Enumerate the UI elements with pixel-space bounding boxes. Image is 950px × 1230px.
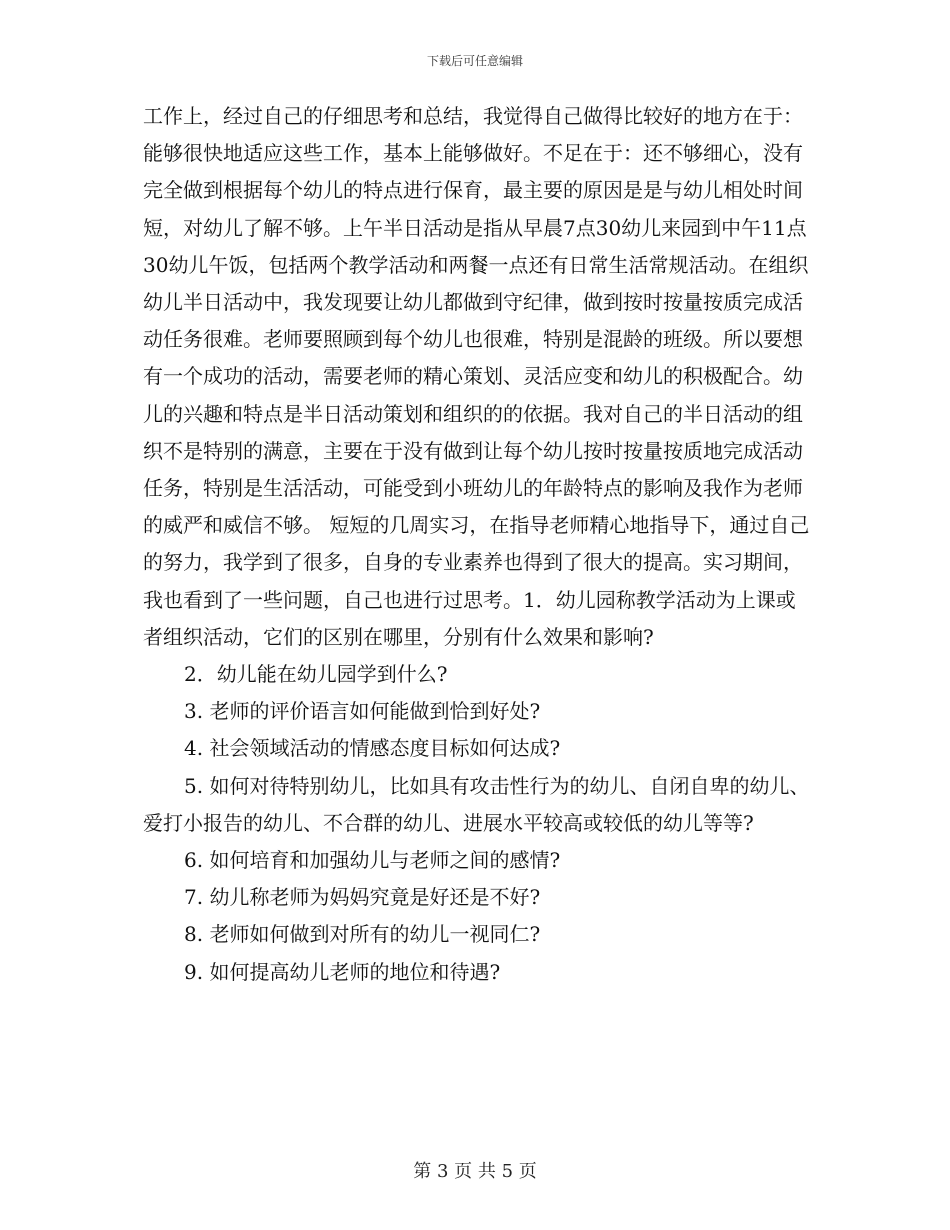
page-number: 第 3 页 共 5 页 xyxy=(413,1161,537,1182)
question-item-7: 7. 幼儿称老师为妈妈究竟是好还是不好? xyxy=(184,885,541,910)
document-body xyxy=(143,98,811,991)
page-header: 下载后可任意编辑 xyxy=(426,54,523,68)
question-item-8: 8. 老师如何做到对所有的幼儿一视同仁? xyxy=(184,922,541,947)
question-item-6: 6. 如何培育和加强幼儿与老师之间的感情? xyxy=(184,848,561,873)
question-item-4: 4. 社会领域活动的情感态度目标如何达成? xyxy=(184,736,561,761)
question-item-2: 2．幼儿能在幼儿园学到什么? xyxy=(184,662,448,687)
question-item-9: 9. 如何提高幼儿老师的地位和待遇? xyxy=(184,959,501,984)
question-item-3: 3. 老师的评价语言如何能做到恰到好处? xyxy=(184,699,541,724)
question-item-5: 5. 如何对待特别幼儿，比如具有攻击性行为的幼儿、自闭自卑的幼儿、爱打小报告的幼儿、不合群的幼儿、进展水平较高或较低的幼儿等等? xyxy=(143,773,810,835)
body-paragraph: 工作上，经过自己的仔细思考和总结，我觉得自己做得比较好的地方在于：能够很快地适应这些工作，基本上能够做好。不足在于：还不够细心，没有完全做到根据每个幼儿的特点进行保育，最主要的原因是是与幼儿相处时间短，对幼儿了解不够。上午半日活动是指从早晨7点30幼儿来园到中午11点30幼儿午饭，包括两个教学活动和两餐一点还有日常生活常规活动。在组织幼儿半日活动中，我发现要让幼儿都做到守纪律，做到按时按量按质完成活动任务很难。老师要照顾到每个幼儿也很难，特别是混龄的班级。所以要想有一个成功的活动，需要老师的精心策划、灵活应变和幼儿的积极配合。幼儿的兴趣和特点是半日活动策划和组织的的依据。我对自己的半日活动的组织不是特别的满意，主要在于没有做到让每个幼儿按时按量按质地完成活动任务，特别是生活活动，可能受到小班幼儿的年龄特点的影响及我作为老师的威严和威信不够。 短短的几周实习，在指导老师精心地指导下，通过自己的努力，我学到了很多，自身的专业素养也得到了很大的提高。实习期间，我也看到了一些问题，自己也进行过思考。1．幼儿园称教学活动为上课或者组织活动，它们的区别在哪里，分别有什么效果和影响? xyxy=(143,104,810,649)
